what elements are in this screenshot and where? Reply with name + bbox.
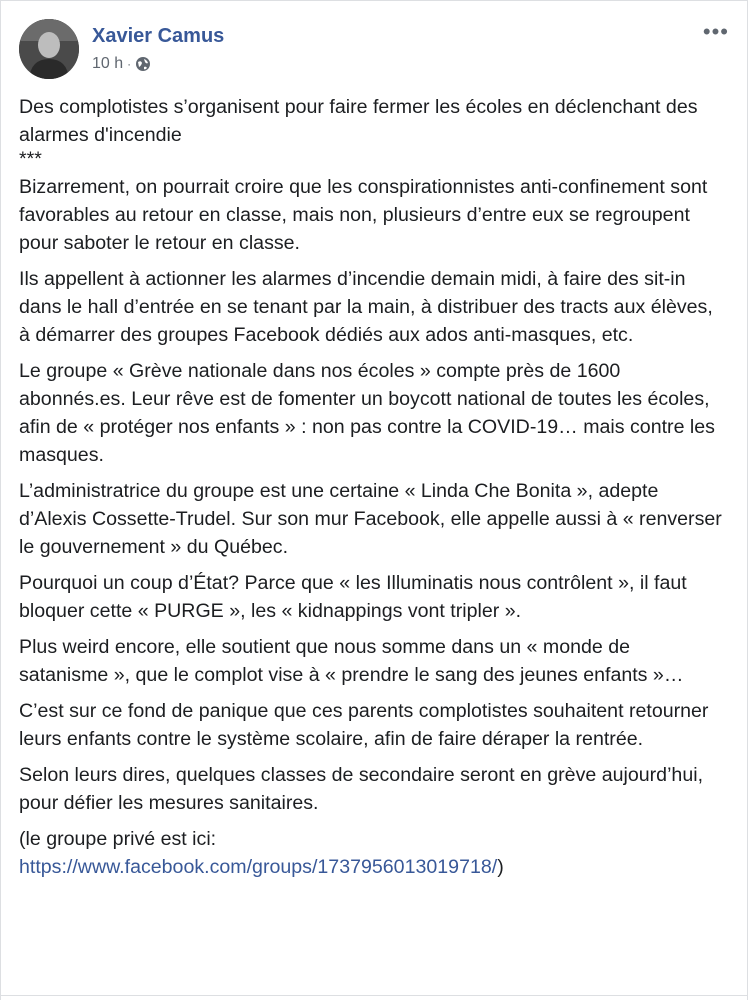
link-closing: ): [497, 856, 504, 878]
paragraph: Le groupe « Grève nationale dans nos écoles » compte près de 1600 abonnés.es. Leur rêve est de fomenter un boycott national de toutes les écoles, afin de « protéger nos enfants » : non pas contre la COVID-19… mais contre les masques.: [19, 360, 715, 466]
link-intro: (le groupe privé est ici:: [19, 828, 217, 850]
paragraph: Des complotistes s’organisent pour faire fermer les écoles en déclenchant des alarmes d'incendie: [19, 96, 698, 146]
post-meta: [92, 55, 151, 73]
author-name[interactable]: Xavier Camus: [92, 25, 225, 47]
paragraph: Ils appellent à actionner les alarmes d’incendie demain midi, à faire des sit-in dans le hall d’entrée en se tenant par la main, à distribuer des tracts aux élèves, à démarrer des groupes Facebook dédiés aux ados anti-masques, etc.: [19, 268, 713, 346]
paragraph: Pourquoi un coup d’État? Parce que « les Illuminatis nous contrôlent », il faut bloquer cette « PURGE », les « kidnappings vont tripler ».: [19, 572, 687, 622]
post-body: [19, 93, 724, 889]
paragraph-with-link: [19, 825, 724, 881]
avatar[interactable]: [19, 19, 79, 79]
paragraph: C’est sur ce fond de panique que ces parents complotistes souhaitent retourner leurs enfants contre le système scolaire, afin de faire déraper la rentrée.: [19, 700, 709, 750]
group-link[interactable]: https://www.facebook.com/groups/1737956013019718/: [19, 856, 498, 878]
paragraph: Selon leurs dires, quelques classes de secondaire seront en grève aujourd’hui, pour défier les mesures sanitaires.: [19, 764, 704, 814]
divider: [1, 995, 747, 996]
more-options-icon[interactable]: •••: [702, 19, 729, 44]
paragraph-separator: ***: [19, 148, 42, 170]
meta-separator: ·: [127, 57, 132, 71]
paragraph: Plus weird encore, elle soutient que nous somme dans un « monde de satanisme », que le complot vise à « prendre le sang des jeunes enfants »…: [19, 636, 684, 686]
post-timestamp[interactable]: 10 h: [92, 55, 124, 72]
globe-icon[interactable]: [135, 56, 151, 72]
post-header: [19, 19, 729, 83]
paragraph: L’administratrice du groupe est une certaine « Linda Che Bonita », adepte d’Alexis Cossette-Trudel. Sur son mur Facebook, elle appelle aussi à « renverser le gouvernement » du Québec.: [19, 480, 722, 558]
paragraph: Bizarrement, on pourrait croire que les conspirationnistes anti-confinement sont favorables au retour en classe, mais non, plusieurs d’entre eux se regroupent pour saboter le retour en classe.: [19, 176, 708, 254]
